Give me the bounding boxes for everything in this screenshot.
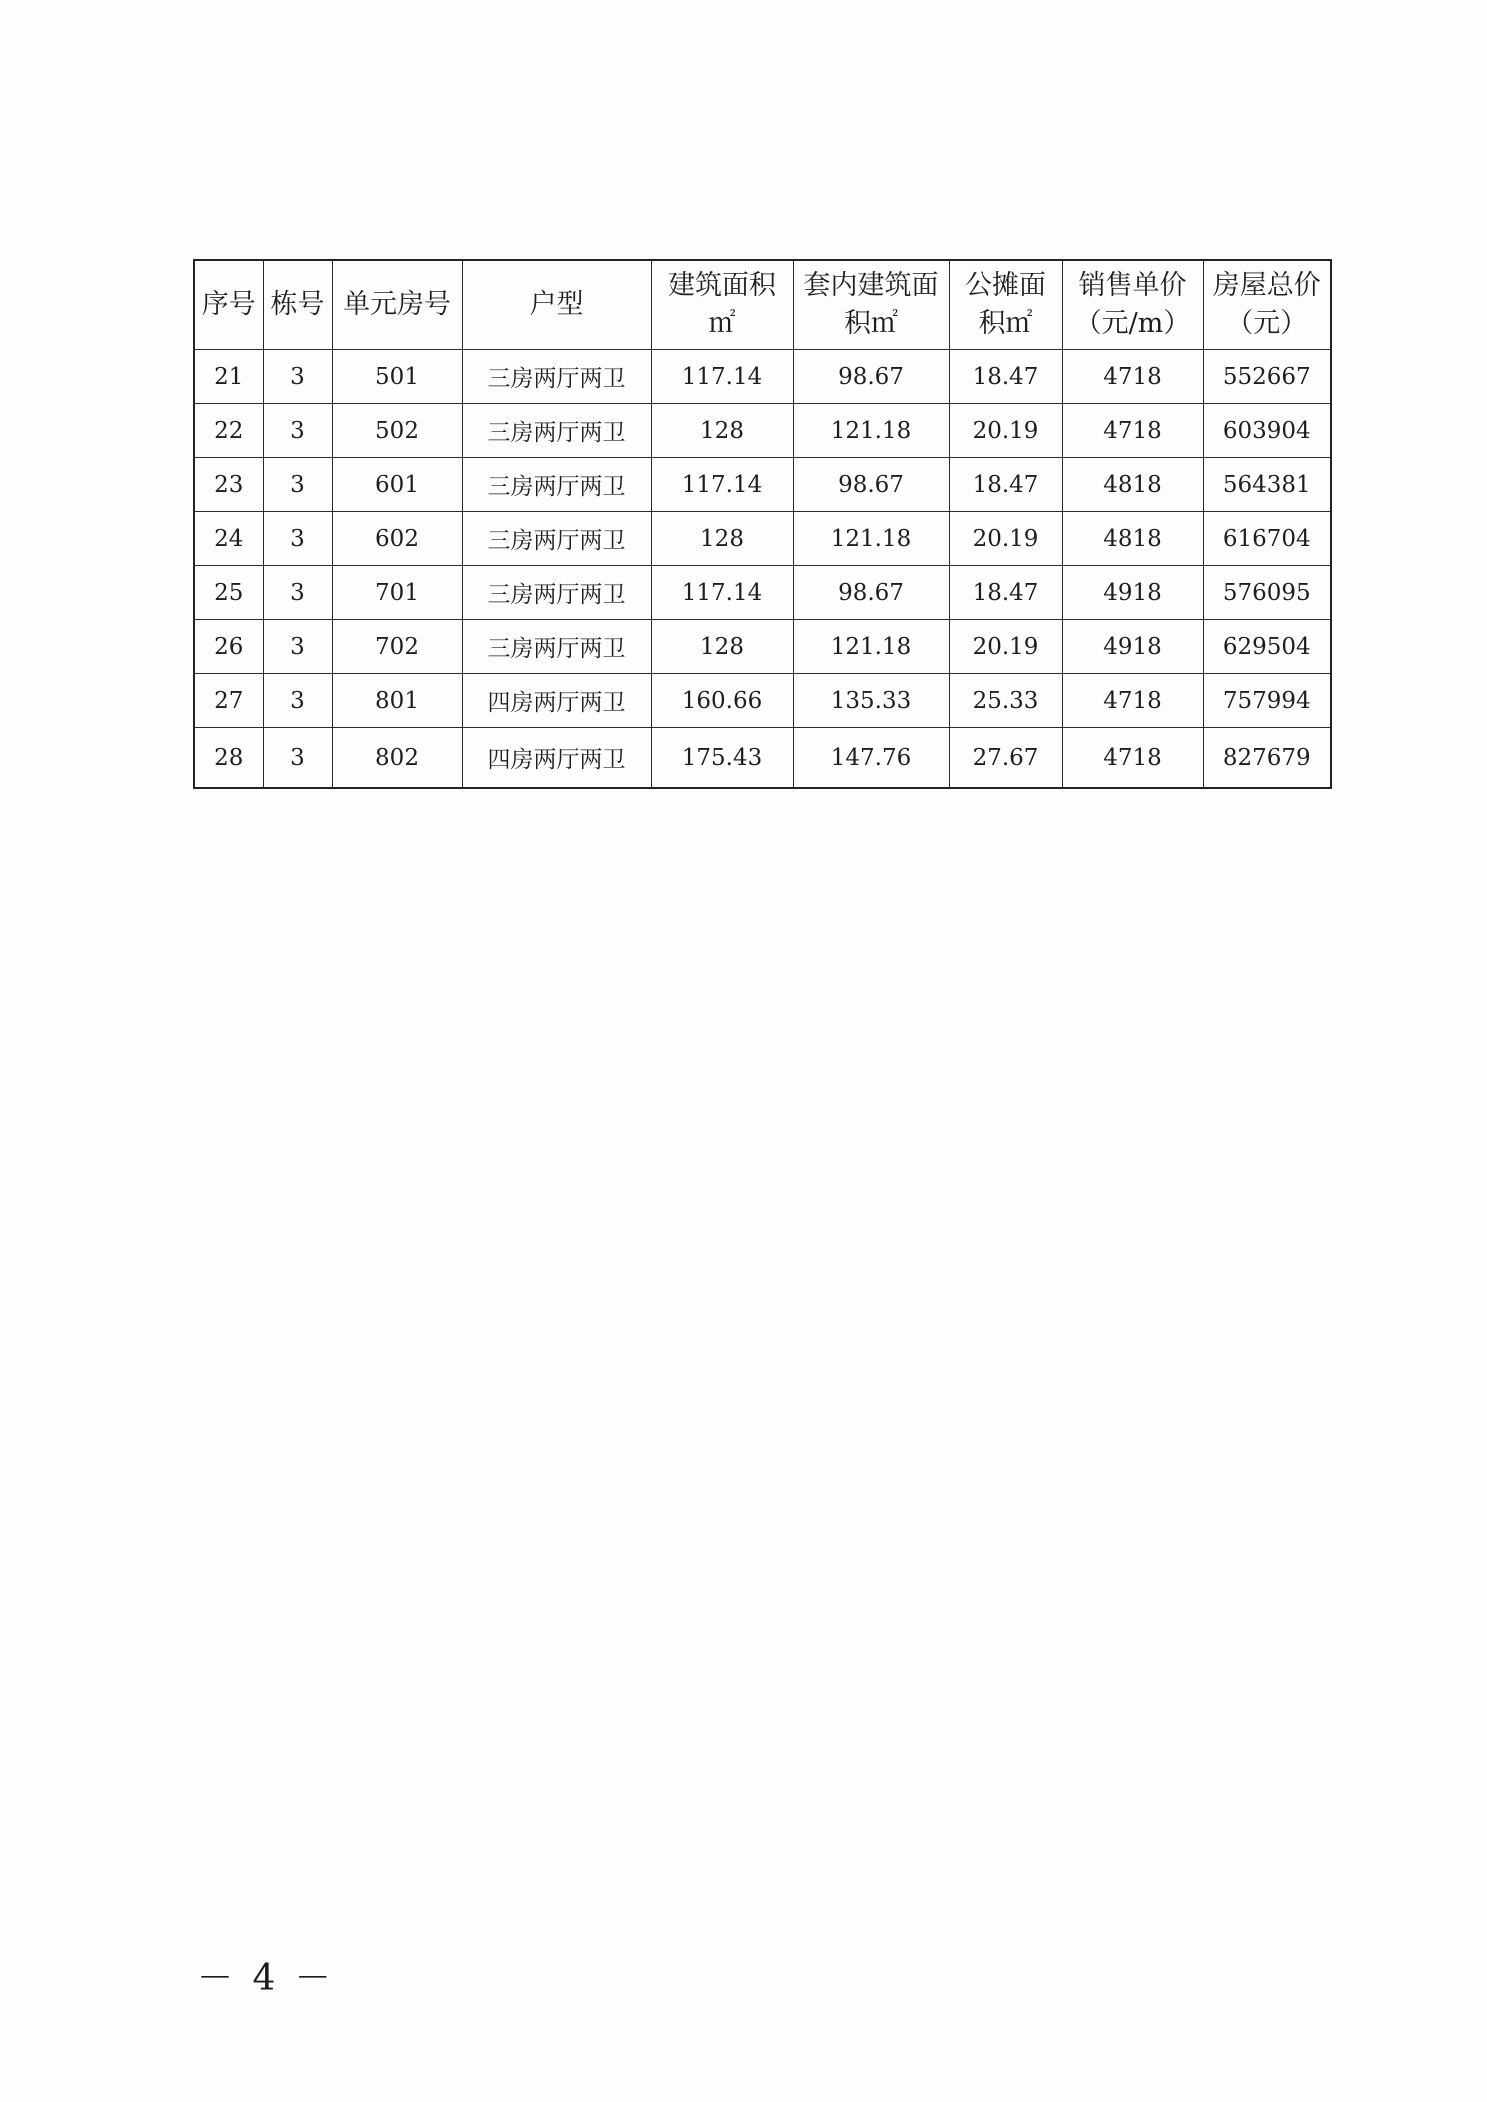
cell-building-area: 128 [651, 512, 793, 566]
cell-unit-price: 4718 [1062, 350, 1203, 404]
cell-unit-price: 4718 [1062, 728, 1203, 789]
cell-building-area: 175.43 [651, 728, 793, 789]
cell-unit-room: 701 [332, 566, 462, 620]
cell-building: 3 [263, 350, 332, 404]
cell-shared-area: 25.33 [949, 674, 1062, 728]
cell-shared-area: 27.67 [949, 728, 1062, 789]
cell-shared-area: 20.19 [949, 404, 1062, 458]
cell-layout: 三房两厅两卫 [462, 512, 651, 566]
table-row [194, 350, 1331, 404]
cell-total-price: 576095 [1203, 566, 1331, 620]
cell-building-area: 117.14 [651, 566, 793, 620]
cell-inner-area: 135.33 [793, 674, 949, 728]
header-text: 公摊面 [965, 270, 1046, 301]
cell-total-price: 552667 [1203, 350, 1331, 404]
cell-inner-area: 121.18 [793, 512, 949, 566]
page-number: － 4 － [197, 1958, 335, 1999]
table-row [194, 620, 1331, 674]
cell-shared-area: 20.19 [949, 620, 1062, 674]
cell-inner-area: 121.18 [793, 620, 949, 674]
house-price-table [193, 259, 1332, 789]
cell-unit-room: 601 [332, 458, 462, 512]
cell-building-area: 128 [651, 620, 793, 674]
cell-seq: 25 [194, 566, 263, 620]
header-unit-room [332, 260, 462, 350]
cell-building-area: 117.14 [651, 350, 793, 404]
cell-unit-price: 4818 [1062, 512, 1203, 566]
cell-total-price: 629504 [1203, 620, 1331, 674]
cell-unit-room: 702 [332, 620, 462, 674]
cell-building-area: 160.66 [651, 674, 793, 728]
cell-seq: 28 [194, 728, 263, 789]
header-text: 房屋总价 [1212, 270, 1321, 301]
cell-building-area: 117.14 [651, 458, 793, 512]
cell-shared-area: 18.47 [949, 458, 1062, 512]
cell-layout: 三房两厅两卫 [462, 350, 651, 404]
table-row [194, 404, 1331, 458]
cell-total-price: 603904 [1203, 404, 1331, 458]
cell-seq: 26 [194, 620, 263, 674]
table-row [194, 674, 1331, 728]
header-unit-price [1062, 260, 1203, 350]
cell-inner-area: 121.18 [793, 404, 949, 458]
cell-unit-room: 501 [332, 350, 462, 404]
cell-unit-price: 4818 [1062, 458, 1203, 512]
cell-building: 3 [263, 566, 332, 620]
cell-building: 3 [263, 404, 332, 458]
cell-layout: 三房两厅两卫 [462, 620, 651, 674]
cell-seq: 22 [194, 404, 263, 458]
header-text: （元） [1226, 308, 1308, 339]
cell-total-price: 564381 [1203, 458, 1331, 512]
cell-layout: 三房两厅两卫 [462, 404, 651, 458]
cell-layout: 三房两厅两卫 [462, 566, 651, 620]
header-text: 栋号 [270, 289, 325, 320]
cell-unit-price: 4718 [1062, 674, 1203, 728]
header-text: 户型 [529, 289, 584, 320]
table-header-row [194, 260, 1331, 350]
cell-seq: 24 [194, 512, 263, 566]
header-text: 积㎡ [978, 308, 1033, 339]
cell-unit-price: 4918 [1062, 620, 1203, 674]
header-shared-area [949, 260, 1062, 350]
header-text: 套内建筑面 [803, 270, 939, 301]
table-row [194, 566, 1331, 620]
cell-unit-room: 602 [332, 512, 462, 566]
cell-building: 3 [263, 620, 332, 674]
cell-total-price: 616704 [1203, 512, 1331, 566]
cell-shared-area: 20.19 [949, 512, 1062, 566]
cell-inner-area: 98.67 [793, 566, 949, 620]
cell-total-price: 757994 [1203, 674, 1331, 728]
cell-layout: 四房两厅两卫 [462, 674, 651, 728]
cell-unit-price: 4718 [1062, 404, 1203, 458]
cell-seq: 23 [194, 458, 263, 512]
table-row [194, 728, 1331, 789]
header-text: 单元房号 [343, 289, 451, 320]
cell-seq: 21 [194, 350, 263, 404]
table-body [194, 350, 1331, 789]
cell-layout: 四房两厅两卫 [462, 728, 651, 789]
cell-unit-room: 502 [332, 404, 462, 458]
cell-shared-area: 18.47 [949, 566, 1062, 620]
header-text: 销售单价 [1078, 270, 1187, 301]
cell-shared-area: 18.47 [949, 350, 1062, 404]
table-row [194, 512, 1331, 566]
cell-unit-room: 801 [332, 674, 462, 728]
header-layout [462, 260, 651, 350]
cell-unit-room: 802 [332, 728, 462, 789]
header-text: 序号 [201, 289, 256, 320]
cell-unit-price: 4918 [1062, 566, 1203, 620]
header-seq [194, 260, 263, 350]
header-text: （元/m） [1074, 308, 1191, 339]
cell-inner-area: 98.67 [793, 350, 949, 404]
header-text: 建筑面积 [668, 270, 776, 301]
header-total-price [1203, 260, 1331, 350]
cell-building: 3 [263, 458, 332, 512]
header-text: ㎡ [708, 308, 736, 339]
cell-seq: 27 [194, 674, 263, 728]
cell-building: 3 [263, 674, 332, 728]
cell-building: 3 [263, 728, 332, 789]
cell-building: 3 [263, 512, 332, 566]
header-building [263, 260, 332, 350]
header-building-area [651, 260, 793, 350]
header-inner-area [793, 260, 949, 350]
cell-layout: 三房两厅两卫 [462, 458, 651, 512]
cell-inner-area: 147.76 [793, 728, 949, 789]
cell-total-price: 827679 [1203, 728, 1331, 789]
header-text: 积㎡ [844, 308, 898, 339]
cell-building-area: 128 [651, 404, 793, 458]
table-row [194, 458, 1331, 512]
cell-inner-area: 98.67 [793, 458, 949, 512]
